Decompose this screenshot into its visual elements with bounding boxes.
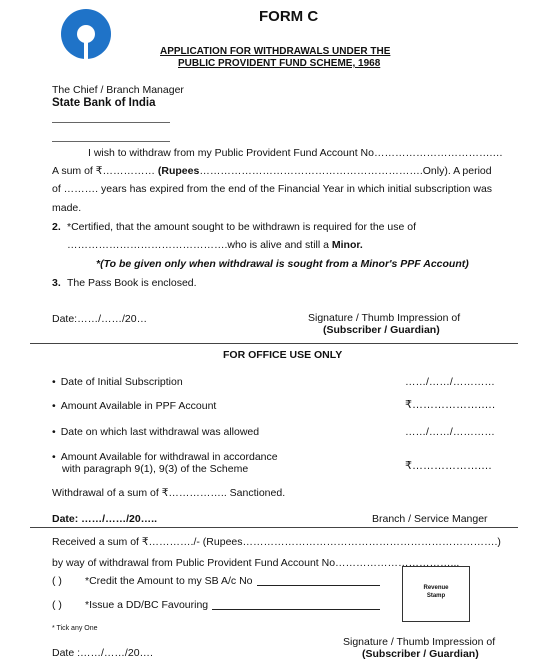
- signature-1-line2: (Subscriber / Guardian): [323, 324, 440, 336]
- heading-line-2: PUBLIC PROVIDENT FUND SCHEME, 1968: [178, 58, 381, 69]
- divider-office: [30, 343, 518, 344]
- address-line-1: [52, 122, 170, 123]
- addressee-bank: State Bank of India: [52, 97, 156, 109]
- signature-2-line1: Signature / Thumb Impression of: [343, 636, 496, 648]
- office-item-4-label: • Amount Available for withdrawal in accordance: [52, 451, 278, 463]
- p1-line4: made.: [52, 202, 82, 214]
- sb-account-line[interactable]: [257, 585, 380, 586]
- p2-line1: *Certified, that the amount sought to be withdrawn is required for the use of: [67, 221, 417, 233]
- sbi-logo-icon: [60, 8, 112, 60]
- option-1-text: *Credit the Amount to my SB A/c No: [85, 575, 253, 587]
- p2-line2: [67, 239, 363, 251]
- p2-note: *(To be given only when withdrawal is sought from a Minor's PPF Account): [96, 258, 469, 270]
- sanction-label: Withdrawal of a sum of: [52, 487, 159, 499]
- minor-name-field: ……………………………………….who is alive and still a: [67, 239, 329, 251]
- divider-receipt: [30, 527, 518, 528]
- p1-line1: I wish to withdraw from my Public Provident Fund Account No…………………………….…: [88, 147, 503, 159]
- p1-line2: [52, 165, 492, 177]
- minor-label: Minor.: [331, 239, 363, 251]
- rupees-words-field: ……………………………………………………….: [199, 165, 423, 177]
- receipt-line-2: by way of withdrawal from Public Provident Fund Account No……………………………...: [52, 557, 460, 569]
- signature-1-line1: Signature / Thumb Impression of: [308, 312, 461, 324]
- office-item-3-value: ……/……/…………: [405, 426, 495, 438]
- office-item-4-label2: with paragraph 9(1), 9(3) of the Scheme: [62, 463, 249, 475]
- form-title: FORM C: [259, 8, 319, 25]
- office-item-3-label: • Date on which last withdrawal was allowed: [52, 426, 259, 438]
- date-field-3: Date :……/……/20….: [52, 647, 153, 659]
- heading-line-1: APPLICATION FOR WITHDRAWALS UNDER THE: [160, 46, 391, 57]
- office-item-2-label: • Amount Available in PPF Account: [52, 400, 216, 412]
- sum-field: A sum of ₹……………: [52, 165, 155, 177]
- tick-note: * Tick any One: [52, 625, 98, 632]
- addressee-role: The Chief / Branch Manager: [52, 84, 184, 96]
- revenue-stamp-box: [402, 566, 470, 622]
- option-2-checkbox[interactable]: ( ): [52, 599, 62, 611]
- office-item-2-value: ₹……………….….: [405, 399, 496, 411]
- office-heading: FOR OFFICE USE ONLY: [223, 349, 343, 361]
- signature-2-line2: (Subscriber / Guardian): [362, 648, 479, 660]
- option-1-checkbox[interactable]: ( ): [52, 575, 62, 587]
- receipt-line-1: Received a sum of ₹…………./- (Rupees……………………………………………………………….): [52, 536, 501, 548]
- date-field-2: Date: ……/……/20…..: [52, 513, 158, 525]
- sanction-amount: ₹…………….. Sanctioned.: [161, 487, 286, 499]
- date-field-1: Date:……/……/20…: [52, 313, 148, 325]
- sanction-text: [52, 487, 285, 499]
- p1-line3: of ………. years has expired from the end of the Financial Year in which initial subscription was: [52, 183, 493, 195]
- office-item-1-label: • Date of Initial Subscription: [52, 376, 183, 388]
- p3-text: The Pass Book is enclosed.: [67, 277, 197, 289]
- branch-signature: Branch / Service Manger: [372, 513, 488, 525]
- dd-favouring-line[interactable]: [212, 609, 380, 610]
- office-item-4-value: ₹……………….…: [405, 460, 493, 472]
- office-item-1-value: ……/……/…………: [405, 376, 495, 388]
- stamp-line-2: Stamp: [426, 593, 446, 599]
- option-2-text: *Issue a DD/BC Favouring: [85, 599, 209, 611]
- period-text: Only). A period: [422, 165, 492, 177]
- address-line-2: [52, 141, 170, 142]
- p2-number: 2.: [52, 221, 61, 233]
- rupees-label: (Rupees: [157, 165, 200, 177]
- stamp-line-1: Revenue: [423, 585, 449, 591]
- p3-number: 3.: [52, 277, 61, 289]
